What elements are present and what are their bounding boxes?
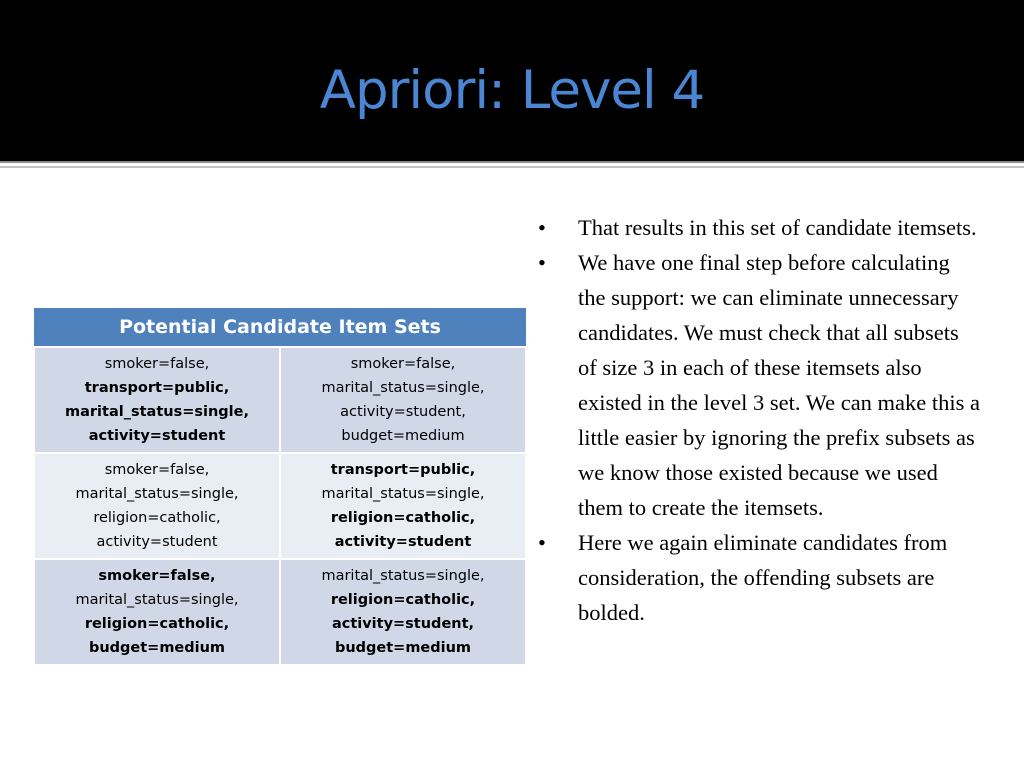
itemset-item: budget=medium bbox=[341, 428, 465, 444]
table-header-row bbox=[34, 308, 526, 347]
itemset-item-bold: activity=student bbox=[334, 534, 472, 550]
candidate-itemsets-table bbox=[33, 308, 527, 666]
itemset-item-bold: transport=public, bbox=[84, 380, 230, 396]
table-cell bbox=[280, 347, 526, 453]
itemset-item-bold: activity=student bbox=[88, 428, 226, 444]
table-cell bbox=[34, 347, 280, 453]
bullet-list bbox=[532, 210, 982, 630]
table-cell bbox=[34, 559, 280, 665]
itemset-item-bold: religion=catholic, bbox=[84, 616, 230, 632]
divider-line-light bbox=[0, 166, 1024, 168]
itemset-item-bold: budget=medium bbox=[334, 640, 472, 656]
table-cell bbox=[280, 453, 526, 559]
itemset-item: marital_status=single, bbox=[75, 486, 239, 502]
table-cell bbox=[34, 453, 280, 559]
bullet-item bbox=[532, 245, 982, 525]
itemset-item: activity=student bbox=[96, 534, 218, 550]
itemset-item-bold: transport=public, bbox=[330, 462, 476, 478]
itemset-item: marital_status=single, bbox=[321, 486, 485, 502]
itemset-item: marital_status=single, bbox=[321, 380, 485, 396]
divider-line bbox=[0, 161, 1024, 163]
itemset-item-bold: religion=catholic, bbox=[330, 592, 476, 608]
itemset-item: activity=student, bbox=[340, 404, 466, 420]
bullet-item bbox=[532, 525, 982, 630]
itemset-item: religion=catholic, bbox=[93, 510, 221, 526]
itemset-item-bold: religion=catholic, bbox=[330, 510, 476, 526]
table-header: Potential Candidate Item Sets bbox=[34, 308, 526, 347]
bullet-marker: • bbox=[538, 530, 546, 555]
bullet-marker: • bbox=[538, 215, 546, 240]
bullet-marker: • bbox=[538, 250, 546, 275]
itemset-item-bold: activity=student, bbox=[331, 616, 475, 632]
bullet-text: That results in this set of candidate itemsets. bbox=[578, 215, 977, 240]
table-row bbox=[34, 453, 526, 559]
slide-title: Apriori: Level 4 bbox=[319, 60, 705, 121]
itemset-item: marital_status=single, bbox=[75, 592, 239, 608]
bullet-text: We have one final step before calculating the support: we can eliminate unnecessary candidates. We must check that all subsets of size 3 in each of these itemsets also existed in the level 3 set. We can make this a little easier by ignoring the prefix subsets as we know those existed because we used them to create the itemsets. bbox=[578, 250, 981, 520]
itemset-item: marital_status=single, bbox=[321, 568, 485, 584]
table-row bbox=[34, 559, 526, 665]
bullet-item bbox=[532, 210, 982, 245]
itemset-item: smoker=false, bbox=[350, 356, 456, 372]
itemset-item-bold: budget=medium bbox=[88, 640, 226, 656]
table-body bbox=[34, 347, 526, 665]
itemset-item-bold: smoker=false, bbox=[98, 568, 216, 584]
itemset-item-bold: marital_status=single, bbox=[65, 404, 249, 420]
bullet-text: Here we again eliminate candidates from consideration, the offending subsets are bolded. bbox=[578, 530, 948, 625]
itemset-item: smoker=false, bbox=[104, 462, 210, 478]
table-cell bbox=[280, 559, 526, 665]
itemset-item: smoker=false, bbox=[104, 356, 210, 372]
table-row bbox=[34, 347, 526, 453]
